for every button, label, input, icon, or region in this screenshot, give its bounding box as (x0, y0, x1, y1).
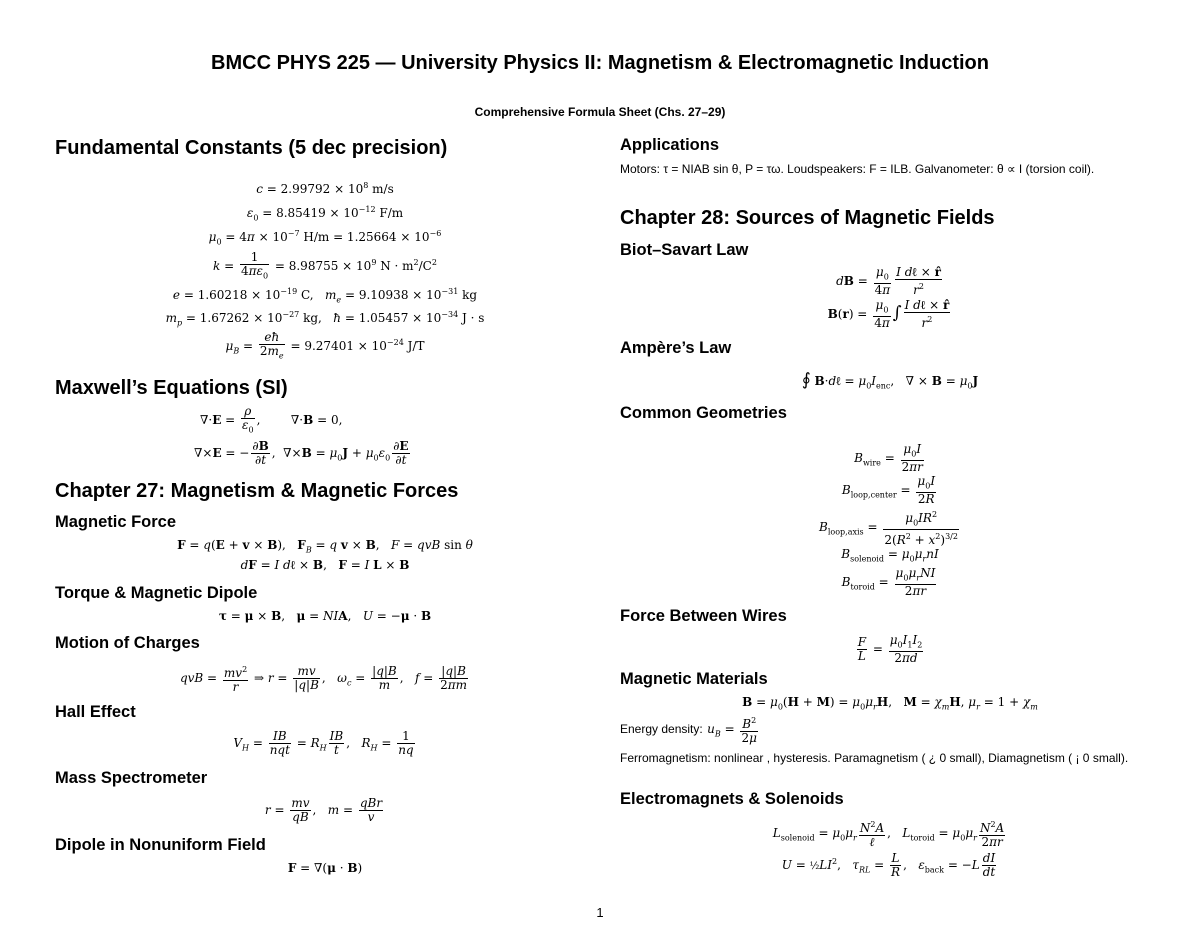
mass-spec-equations: r = $\frac{mv}{qB}$ , m = $\frac{\text{qBr}}{v}$ (264, 796, 383, 824)
applications-text: Motors: τ = NIAB sin θ, P = τω. Loudspeakers: F = ILB. Galvanometer: θ ∝ I (torsion coil). (620, 162, 1095, 176)
force-between-wires: $\frac{F}{L}$ = $\frac{\mu_0I_1I_2}{2\pi d}$ (857, 633, 923, 666)
torque-heading: Torque & Magnetic Dipole (55, 584, 258, 602)
page-number: 1 (596, 905, 604, 920)
energy-time-equations: $U = \frac{1}{2}LI^2$, $\tau_{RL}$ = $\frac{L}{R}$ , $\varepsilon_{back} = -L$ $\frac{dI}{dt}$ (781, 851, 996, 879)
field-loop-center: $B_{loop,center}$ = $\frac{\mu_0I}{2R}$ (841, 474, 936, 507)
page-title: BMCC PHYS 225 — University Physics II: Magnetism & Electromagnetic Induction (211, 52, 989, 74)
constant-mp-hbar: $m_p = 1.67262 \times 10^{-27}$ kg, ħ = $1.05457 \times 10^{-34}$ J · s (165, 310, 485, 328)
force-wires-heading: Force Between Wires (620, 607, 787, 625)
biot-savart-differential: dB = $\frac{\mu_0}{4\pi}$ $\frac{\text{I dℓ × r̂}}{r^2}$ (836, 265, 941, 298)
lorentz-force: F = q(E + v × B), $F_B = q$ v × B, F = qvB sin θ (177, 538, 473, 555)
constant-mu0: $\mu_0 = 4\pi \times 10^{-7}$ $H/m = 1.25664 \times 10^{-6}$ (208, 229, 442, 247)
materials-heading: Magnetic Materials (620, 670, 768, 688)
applications-heading: Applications (620, 136, 720, 154)
page-subtitle: Comprehensive Formula Sheet (Chs. 27–29) (474, 105, 726, 119)
maxwell-gauss: ∇·E = $\frac{\rho}{\varepsilon_0}$ , ∇·B = 0, (200, 404, 343, 435)
dipole-nonuniform-heading: Dipole in Nonuniform Field (55, 836, 266, 854)
inductance-equations: $L_{solenoid} = \mu_0\mu_r$ $\frac{N^2A}{\text{ℓ}}$ , $L_{toroid} = \mu_0\mu_r$ $\frac{N^2A}{2\pi r}$ (772, 820, 1005, 849)
ampere-heading: Ampère’s Law (620, 339, 732, 357)
maxwell-heading: Maxwell’s Equations (SI) (55, 377, 288, 399)
geometries-heading: Common Geometries (620, 404, 787, 422)
field-loop-axis: $B_{loop,axis}$ = $\frac{\mu_0IR^2}{2(R^2 + x^2)^{3/2}}$ (819, 510, 958, 548)
constant-e-me: $e = 1.60218 \times 10^{-19}$ C, $m_e = 9.10938 \times 10^{-31}$ kg (172, 287, 478, 305)
ch27-heading: Chapter 27: Magnetism & Magnetic Forces (55, 480, 459, 502)
dipole-force: F = ∇(μ · B) (287, 861, 363, 875)
energy-density-label: Energy density: (620, 722, 703, 736)
magnetic-force-heading: Magnetic Force (55, 513, 177, 531)
field-solenoid: $B_{solenoid} = \mu_0\mu_rnI$ (841, 547, 939, 564)
energy-density: Energy density: $u_B$ = $\frac{B^2}{2\mu}$ (620, 716, 757, 745)
ferro-text: Ferromagnetism: nonlinear , hysteresis. Paramagnetism ( ¿ 0 small), Diamagnetism ( ¡ 0 small). (620, 751, 1129, 765)
wire-force: dF = I dℓ × B, F = I L × B (240, 558, 410, 572)
constant-k: k = $\frac{1}{4\pi\varepsilon_0}$ = $8.98755 \times 10^9$ $N \cdot m^2/C^2$ (213, 250, 437, 281)
biot-savart-heading: Biot–Savart Law (620, 241, 749, 259)
ch28-heading: Chapter 28: Sources of Magnetic Fields (620, 207, 995, 229)
maxwell-curl: ∇×E = − $\frac{\partial B}{\partial t}$ , $\nabla\times B = \mu_0J + \mu_0\varepsilon_0$ $\frac{\partial E}{\partial t}$ (194, 439, 409, 467)
constant-epsilon0: $\varepsilon_0 = 8.85419 \times 10^{-12}$ F/m (246, 205, 404, 223)
field-toroid: $B_{toroid}$ = $\frac{\mu_0\mu_rNI}{2\pi r}$ (841, 566, 936, 599)
constant-c: $c = 2.99792 \times 10^8$ m/s (256, 181, 394, 196)
field-wire: $B_{wire}$ = $\frac{\mu_0I}{2\pi r}$ (854, 442, 923, 475)
motion-heading: Motion of Charges (55, 634, 200, 652)
constants-heading: Fundamental Constants (5 dec precision) (55, 137, 448, 159)
constant-bohr-magneton: $\mu_B$ = $\frac{eħ}{2m_e}$ = $9.27401 \times 10^{-24}$ J/T (225, 330, 425, 361)
hall-heading: Hall Effect (55, 703, 136, 721)
torque-equations: τ = μ × B, μ = NIA, U = −μ · B (218, 609, 432, 623)
materials-equations: $B = \mu_0(H + M) = \mu_0\mu_rH$, $M = \chi_mH$, $\mu_r = 1 + \chi_m$ (742, 695, 1038, 712)
hall-equations: $V_H$ = $\frac{IB}{\text{nqt}}$ = $R_H$ $\frac{IB}{t}$ , $R_H$ = $\frac{1}{nq}$ (233, 729, 414, 757)
ampere-law: ∮ B·dℓ = $\mu_0I_{enc}$, ∇ × $B = \mu_0J$ (801, 370, 979, 391)
mass-spec-heading: Mass Spectrometer (55, 769, 208, 787)
motion-equations: qvB = $\frac{mv^2}{r}$ ⇒ r = $\frac{mv}{|q|B}$ , $\omega_c$ = $\frac{|q|B}{m}$ , f = $\frac{|q|B}{2\pi m}$ (179, 664, 468, 694)
biot-savart-integral: B(r) = $\frac{\mu_0}{4\pi}$ ∫ $\frac{\text{I dℓ × r̂}}{r^2}$ (827, 298, 950, 331)
electromagnets-heading: Electromagnets & Solenoids (620, 790, 844, 808)
